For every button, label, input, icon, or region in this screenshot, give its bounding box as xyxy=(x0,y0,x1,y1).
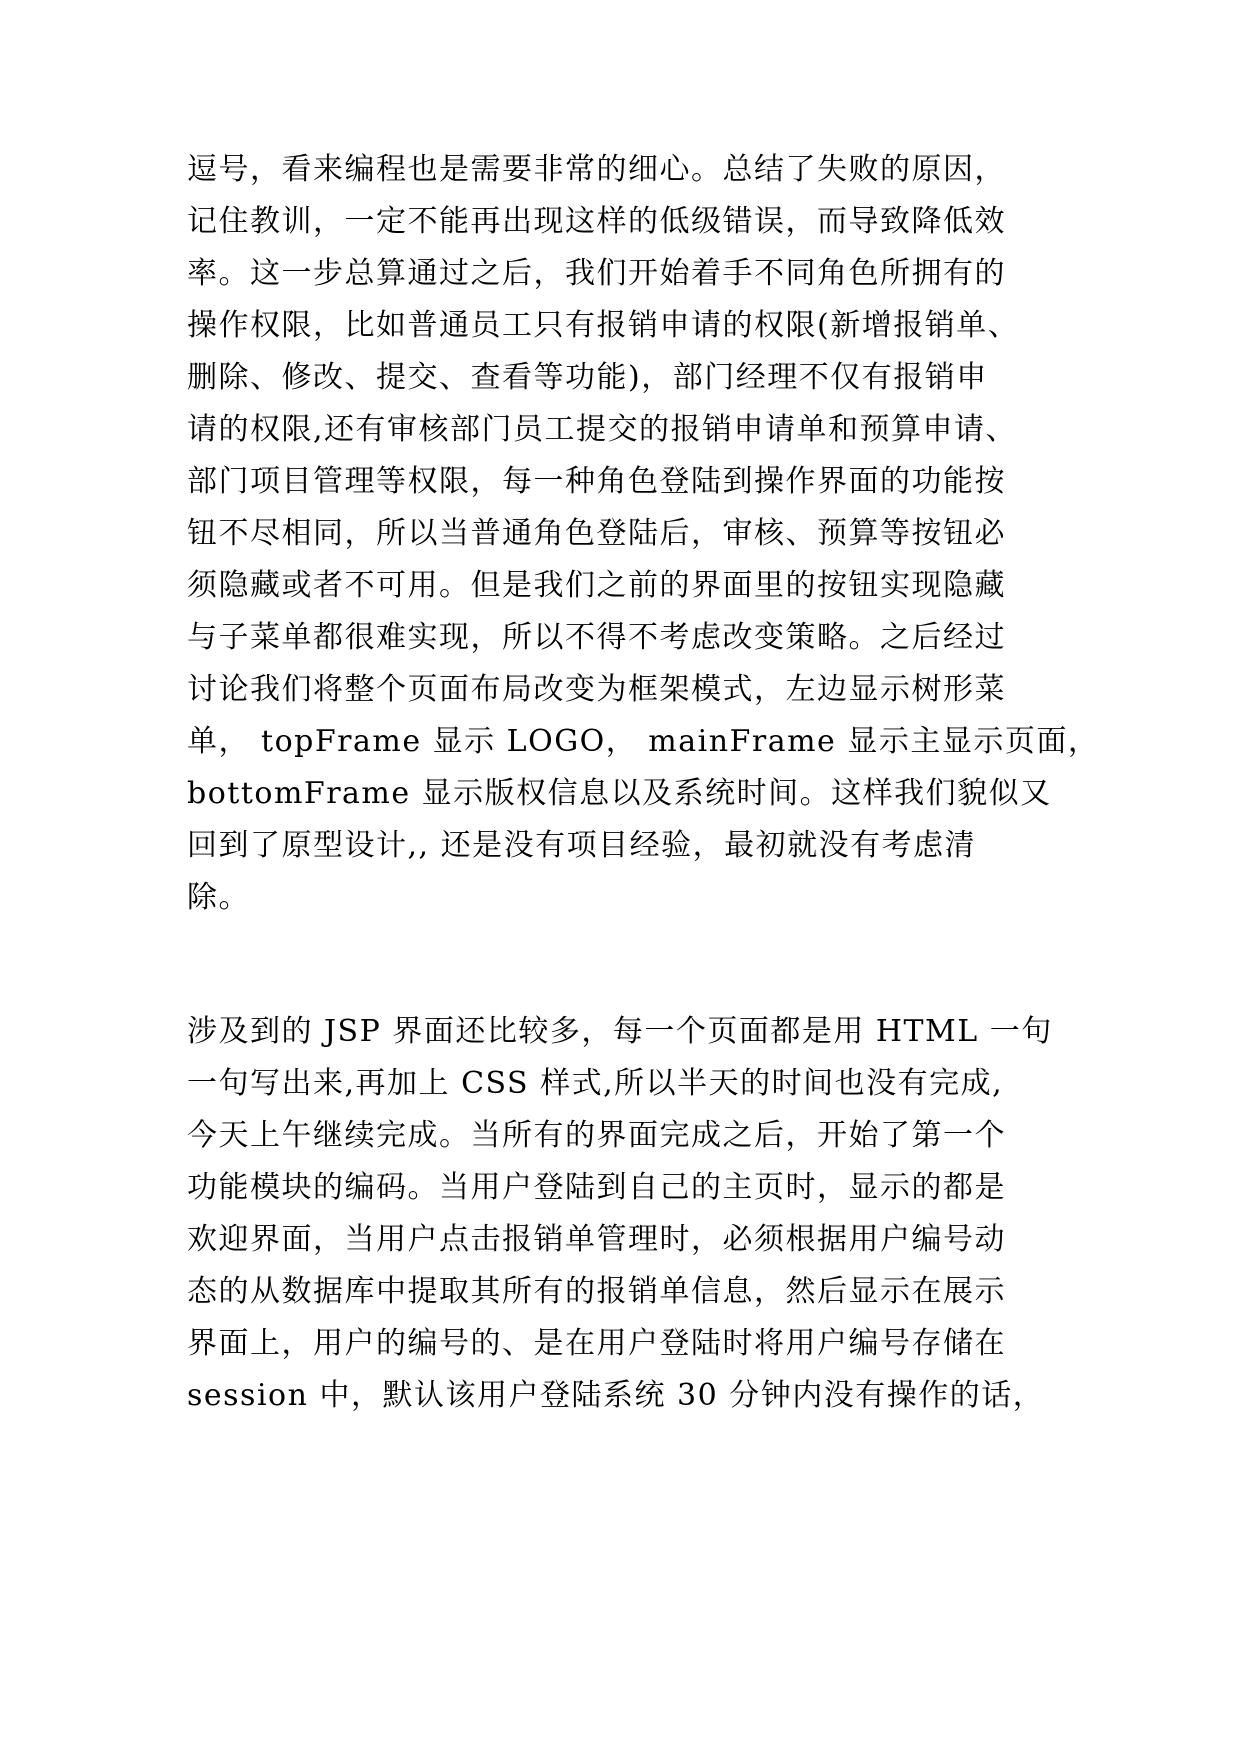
text-line: 与子菜单都很难实现，所以不得不考虑改变策略。之后经过 xyxy=(187,620,1006,655)
text-line: 钮不尽相同，所以当普通角色登陆后，审核、预算等按钮必 xyxy=(187,516,1006,551)
text-line: 回到了原型设计,, 还是没有项目经验，最初就没有考虑清 xyxy=(187,828,977,863)
text-line: 请的权限,还有审核部门员工提交的报销申请单和预算申请、 xyxy=(187,412,1018,447)
text-line: 除。 xyxy=(187,880,250,915)
text-line: 界面上，用户的编号的、是在用户登陆时将用户编号存储在 xyxy=(187,1326,1006,1361)
text-line: 欢迎界面，当用户点击报销单管理时，必须根据用户编号动 xyxy=(187,1222,1006,1257)
text-line: 功能模块的编码。当用户登陆到自己的主页时，显示的都是 xyxy=(187,1170,1006,1205)
text-line: 一句写出来,再加上 CSS 样式,所以半天的时间也没有完成, xyxy=(187,1066,1004,1101)
text-line: 今天上午继续完成。当所有的界面完成之后，开始了第一个 xyxy=(187,1118,1006,1153)
text-line: 部门项目管理等权限，每一种角色登陆到操作界面的功能按 xyxy=(187,464,1006,499)
text-line: session 中，默认该用户登陆系统 30 分钟内没有操作的话， xyxy=(187,1378,1045,1413)
text-line: 记住教训，一定不能再出现这样的低级错误，而导致降低效 xyxy=(187,204,1006,239)
text-line: 删除、修改、提交、查看等功能)，部门经理不仅有报销申 xyxy=(187,360,988,395)
text-line: 涉及到的 JSP 界面还比较多，每一个页面都是用 HTML 一句 xyxy=(187,1014,1053,1049)
text-line: 逗号，看来编程也是需要非常的细心。总结了失败的原因， xyxy=(187,152,1006,187)
text-line: 讨论我们将整个页面布局改变为框架模式，左边显示树形菜 xyxy=(187,672,1006,707)
text-line: 单， topFrame 显示 LOGO， mainFrame 显示主显示页面， xyxy=(187,724,1100,759)
text-line: 率。这一步总算通过之后，我们开始着手不同角色所拥有的 xyxy=(187,256,1006,291)
text-line: 态的从数据库中提取其所有的报销单信息，然后显示在展示 xyxy=(187,1274,1006,1309)
text-line: bottomFrame 显示版权信息以及系统时间。这样我们貌似又 xyxy=(187,776,1052,811)
text-line: 须隐藏或者不可用。但是我们之前的界面里的按钮实现隐藏 xyxy=(187,568,1006,603)
text-line: 操作权限，比如普通员工只有报销申请的权限(新增报销单、 xyxy=(187,308,1020,343)
